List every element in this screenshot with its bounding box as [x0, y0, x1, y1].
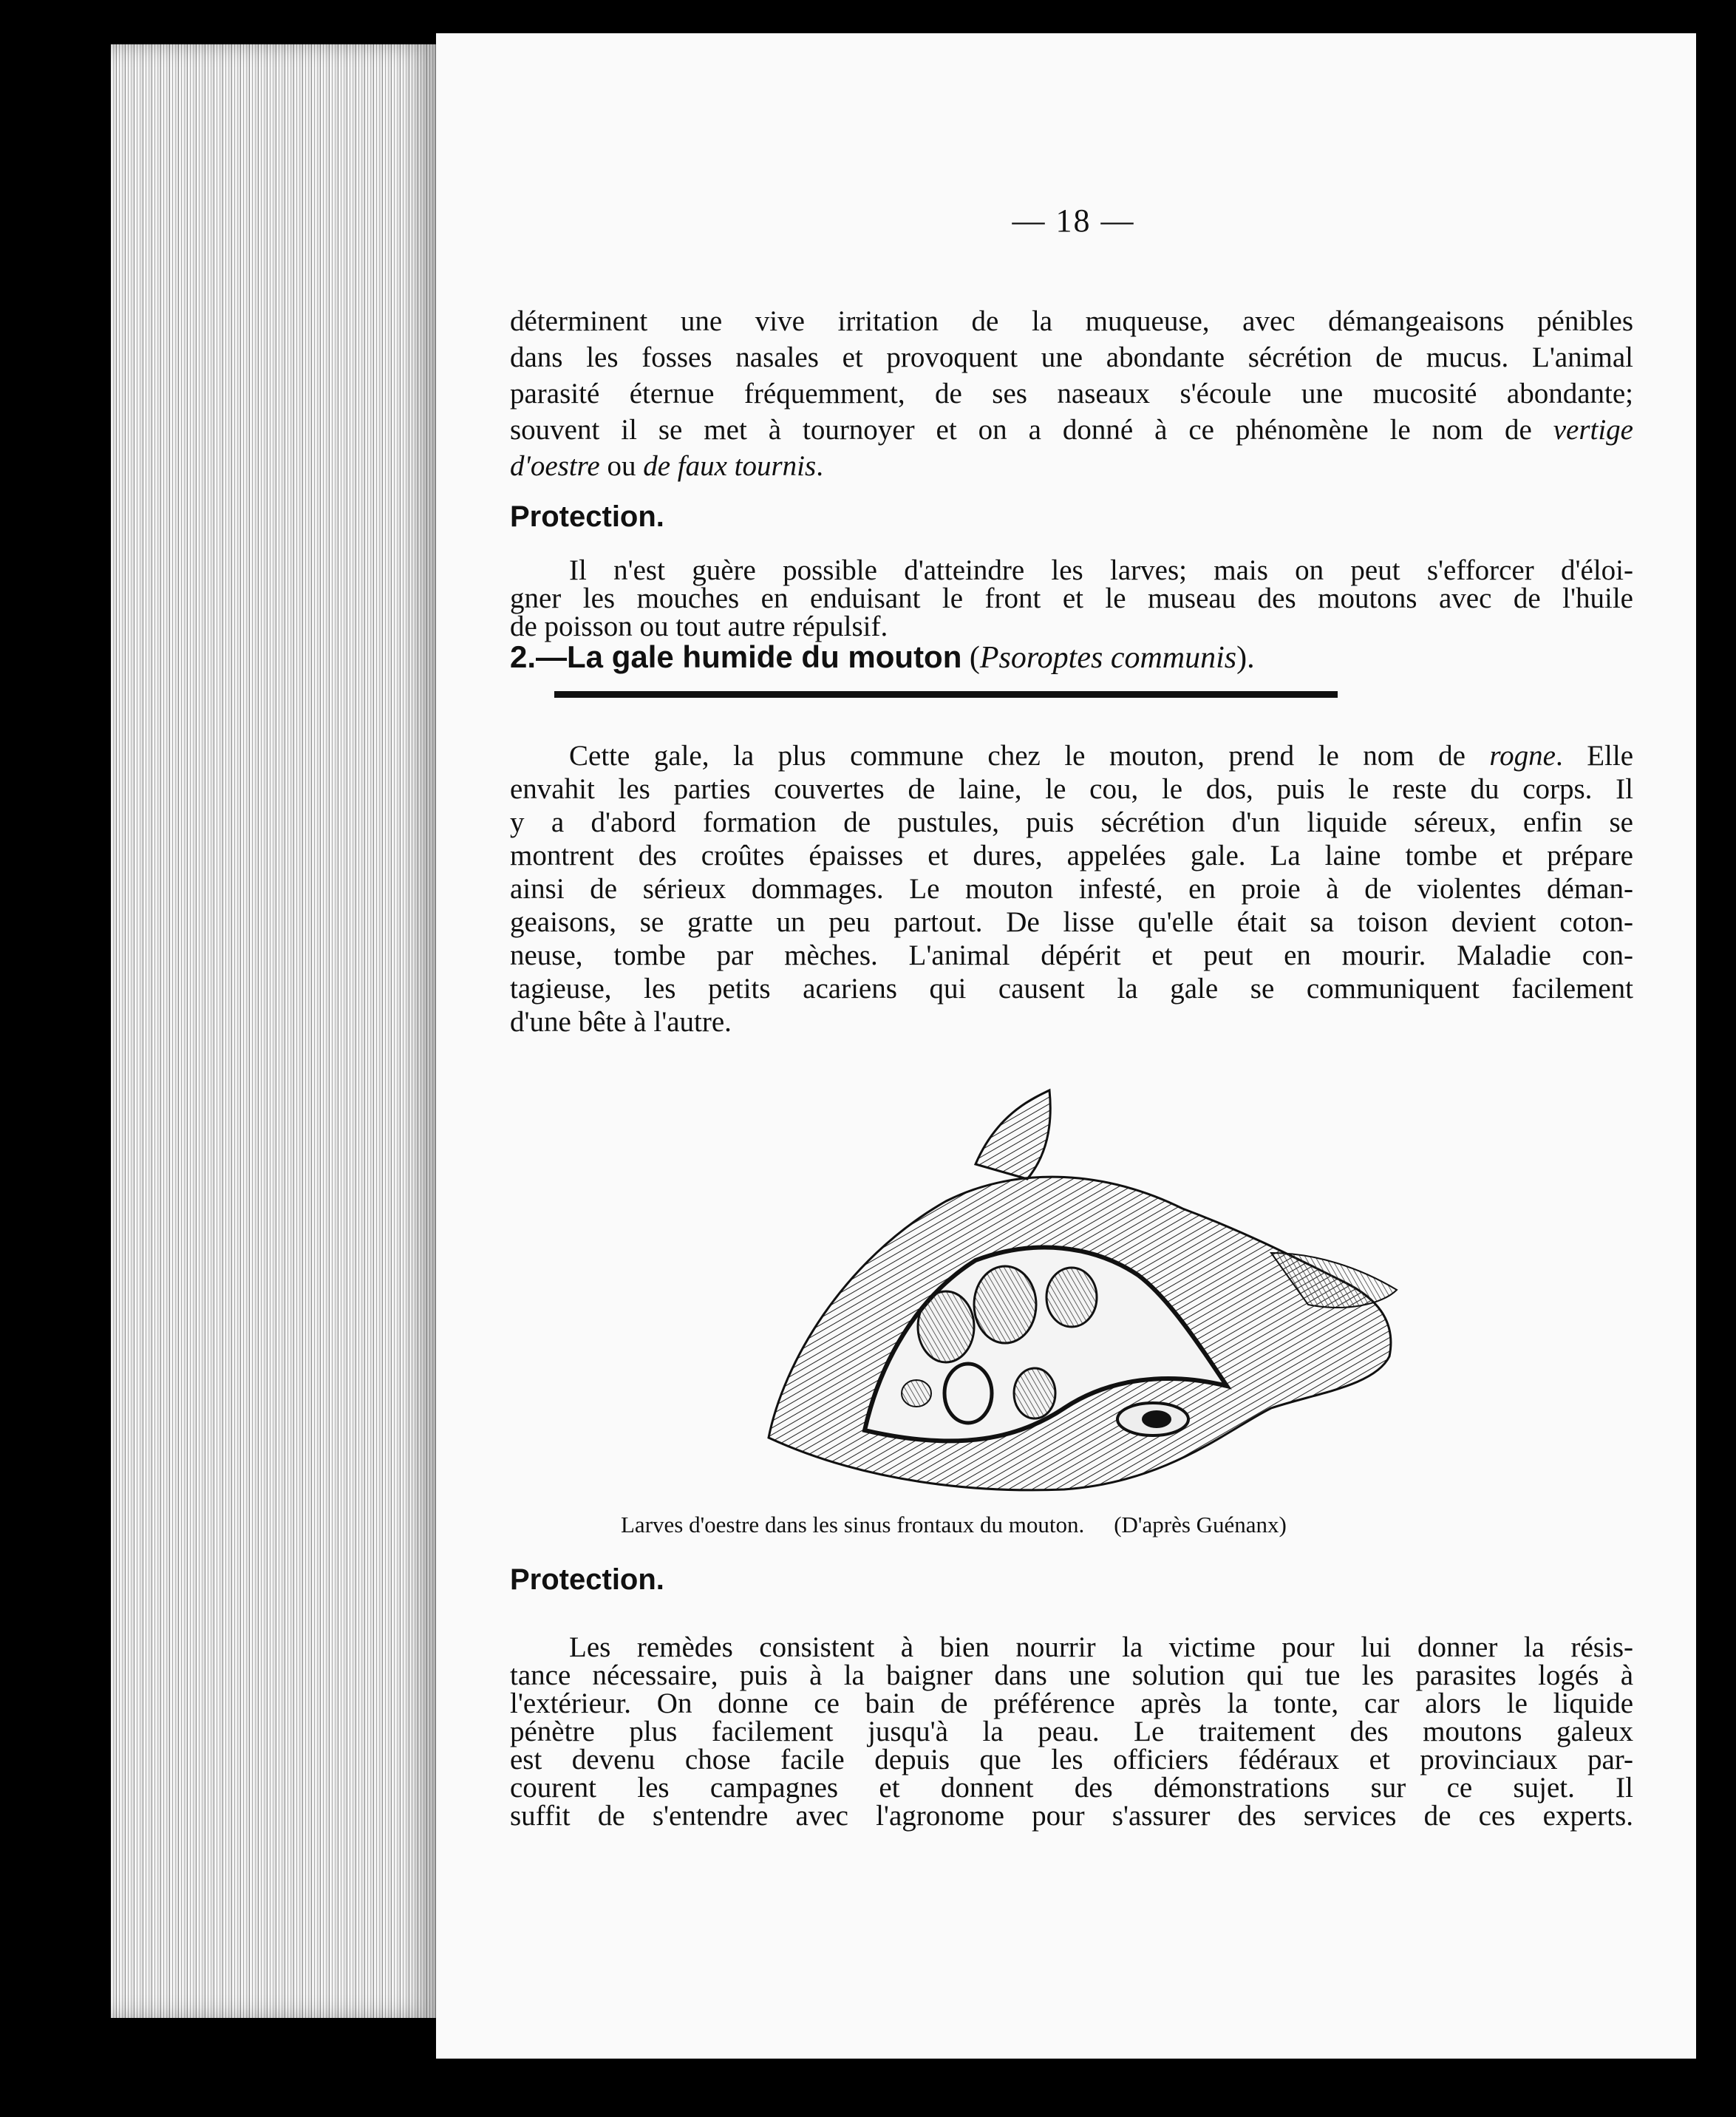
text-line: tagieuse, les petits acariens qui causent la gale se communiquent facilement — [510, 973, 1633, 1005]
caption-text: Larves d'oestre dans les sinus frontaux du mouton. — [621, 1512, 1085, 1537]
page-number: — 18 — — [1012, 203, 1135, 239]
text-line: ainsi de sérieux dommages. Le mouton infesté, en proie à de violentes déman- — [510, 873, 1633, 905]
section-paren-open: ( — [961, 641, 980, 675]
text-line — [510, 448, 1633, 484]
italic-term-rogne: rogne — [1489, 740, 1556, 772]
protection-heading: Protection. — [510, 1563, 664, 1596]
book-page-edges — [111, 44, 443, 2018]
text-line: montrent des croûtes épaisses et dures, appelées gale. La laine tombe et prépare — [510, 840, 1633, 871]
book-page — [436, 33, 1696, 2059]
pupil-shape — [1142, 1410, 1171, 1428]
ear-shape — [976, 1090, 1050, 1179]
paragraph-oestre-symptoms — [510, 303, 1633, 484]
text-line: envahit les parties couvertes de laine, le cou, le dos, puis le reste du corps. Il — [510, 773, 1633, 805]
protection-heading: Protection. — [510, 500, 664, 533]
text-line: de poisson ou tout autre répulsif. — [510, 611, 888, 642]
text-segment: Cette gale, la plus commune chez le mouton, prend le nom de — [569, 740, 1466, 772]
text-segment: ou — [599, 450, 644, 482]
paragraph-protection-oestre — [510, 554, 1633, 642]
text-line: tance nécessaire, puis à la baigner dans une solution qui tue les parasites logés à — [510, 1659, 1633, 1691]
text-line: neuse, tombe par mèches. L'animal dépérit et peut en mourir. Maladie con- — [510, 939, 1633, 971]
text-line: suffit de s'entendre avec l'agronome pour s'assurer des services de ces experts. — [510, 1800, 1633, 1832]
larva-shape — [1046, 1268, 1097, 1327]
text-line: est devenu chose facile depuis que les officiers fédéraux et provinciaux par- — [510, 1744, 1633, 1776]
text-line: parasité éternue fréquemment, de ses naseaux s'écoule une mucosité abondante; — [510, 378, 1633, 410]
caption-credit: (D'après Guénanx) — [1114, 1512, 1287, 1537]
text-segment: . Elle — [1555, 740, 1634, 772]
paragraph-gale-description — [510, 739, 1633, 1039]
text-line: Les remèdes consistent à bien nourrir la victime pour lui donner la résis- — [569, 1631, 1633, 1663]
text-line: geaisons, se gratte un peu partout. De lisse qu'elle était sa toison devient coton- — [510, 906, 1633, 938]
text-line: pénètre plus facilement jusqu'à la peau. Le traitement des moutons galeux — [510, 1716, 1633, 1747]
section-title-underline — [554, 691, 1338, 698]
text-line: d'une bête à l'autre. — [510, 1006, 732, 1038]
sheep-head-illustration — [754, 1083, 1404, 1497]
section-scientific-name: Psoroptes communis — [979, 641, 1237, 675]
larva-shape — [918, 1291, 974, 1362]
section-number: 2.— — [510, 639, 568, 674]
text-line: gner les mouches en enduisant le front et le museau des moutons avec de l'huile — [510, 582, 1633, 614]
figure-caption — [621, 1512, 1582, 1538]
text-line: courent les campagnes et donnent des démonstrations sur ce sujet. Il — [510, 1772, 1633, 1804]
italic-term-faux-tournis: de faux tournis — [643, 450, 817, 482]
text-segment: . — [816, 450, 823, 482]
larva-shape — [902, 1380, 931, 1407]
section-paren-close: ). — [1236, 641, 1255, 675]
text-line: Il n'est guère possible d'atteindre les larves; mais on peut s'efforcer d'éloi- — [569, 554, 1633, 586]
italic-term-vertige: vertige — [1553, 414, 1633, 446]
section-main-title: La gale humide du mouton — [567, 639, 962, 674]
text-segment: souvent il se met à tournoyer et on a donné à ce phénomène le nom de — [510, 414, 1532, 446]
italic-term-oestre: d'oestre — [510, 450, 600, 482]
text-line: déterminent une vive irritation de la muqueuse, avec démangeaisons pénibles — [510, 305, 1633, 337]
larva-shape — [974, 1266, 1036, 1343]
text-line: l'extérieur. On donne ce bain de préférence après la tonte, car alors le liquide — [510, 1688, 1633, 1719]
larva-shape — [1014, 1368, 1055, 1418]
text-line: y a d'abord formation de pustules, puis sécrétion d'un liquide séreux, enfin se — [510, 806, 1633, 838]
text-line — [510, 739, 1633, 772]
text-line — [510, 412, 1633, 448]
paragraph-protection-gale — [510, 1631, 1633, 1832]
text-line: dans les fosses nasales et provoquent une abondante sécrétion de mucus. L'animal — [510, 341, 1633, 373]
section-title — [510, 639, 1255, 676]
